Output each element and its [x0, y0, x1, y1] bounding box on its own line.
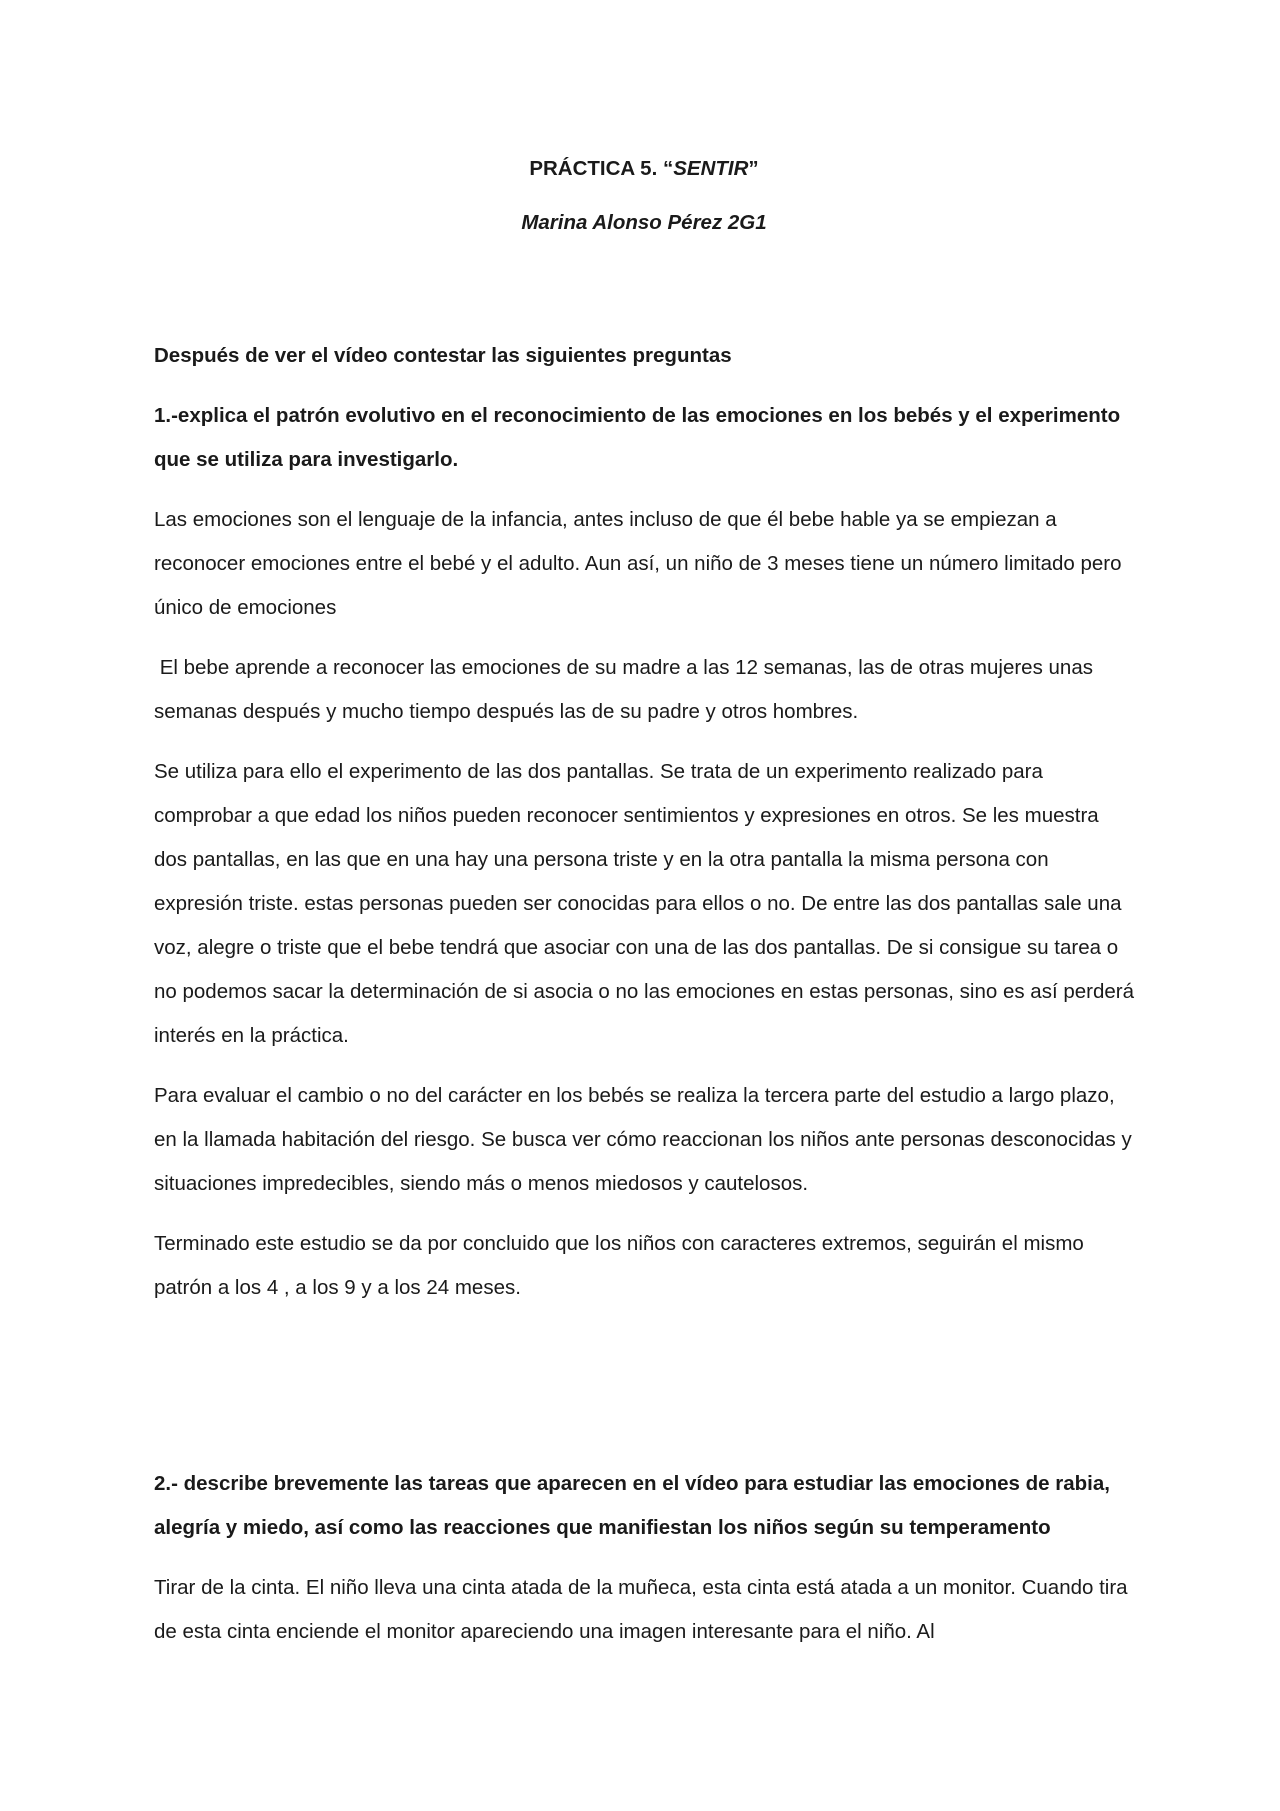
- intro-heading: Después de ver el vídeo contestar las siguientes preguntas: [154, 344, 732, 367]
- section-spacer: [154, 1326, 1134, 1462]
- document-author: Marina Alonso Pérez 2G1: [521, 211, 767, 234]
- q1-paragraph: Se utiliza para ello el experimento de las dos pantallas. Se trata de un experimento realizado para comprobar a que edad los niños pueden reconocer sentimientos y expresiones en otros. Se les muestra dos pantallas, en las que en una hay una persona triste y en la otra pantalla la misma persona con expresión triste. estas personas pueden ser conocidas para ellos o no. De entre las dos pantallas sale una voz, alegre o triste que el bebe tendrá que asociar con una de las dos pantallas. De si consigue su tarea o no podemos sacar la determinación de si asocia o no las emociones en estas personas, sino es así perderá interés en la práctica.: [154, 760, 1135, 1047]
- q1-paragraph: Terminado este estudio se da por concluido que los niños con caracteres extremos, seguirán el mismo patrón a los 4 , a los 9 y a los 24 meses.: [154, 1232, 1084, 1299]
- question-2-heading: 2.- describe brevemente las tareas que aparecen en el vídeo para estudiar las emociones de rabia, alegría y miedo, así como las reacciones que manifiestan los niños según su temperamento: [154, 1472, 1110, 1539]
- q2-paragraph: Tirar de la cinta. El niño lleva una cinta atada de la muñeca, esta cinta está atada a un monitor. Cuando tira de esta cinta enciende el monitor apareciendo una imagen interesante para el niño. Al: [154, 1576, 1128, 1643]
- title-suffix: ”: [748, 157, 759, 180]
- document-body: [154, 150, 1134, 1670]
- q1-paragraph: El bebe aprende a reconocer las emociones de su madre a las 12 semanas, las de otras mujeres unas semanas después y mucho tiempo después las de su padre y otros hombres.: [154, 656, 1099, 723]
- document-title: [154, 150, 1134, 188]
- title-emphasis: SENTIR: [673, 157, 749, 180]
- question-1-heading: 1.-explica el patrón evolutivo en el reconocimiento de las emociones en los bebés y el experimento que se utiliza para investigarlo.: [154, 404, 1121, 471]
- q1-paragraph: Para evaluar el cambio o no del carácter en los bebés se realiza la tercera parte del estudio a largo plazo, en la llamada habitación del riesgo. Se busca ver cómo reaccionan los niños ante personas desconocidas y situaciones impredecibles, siendo más o menos miedosos y cautelosos.: [154, 1084, 1132, 1195]
- q1-paragraph: Las emociones son el lenguaje de la infancia, antes incluso de que él bebe hable ya se empiezan a reconocer emociones entre el bebé y el adulto. Aun así, un niño de 3 meses tiene un número limitado pero único de emociones: [154, 508, 1122, 619]
- title-prefix: PRÁCTICA 5. “: [529, 157, 674, 180]
